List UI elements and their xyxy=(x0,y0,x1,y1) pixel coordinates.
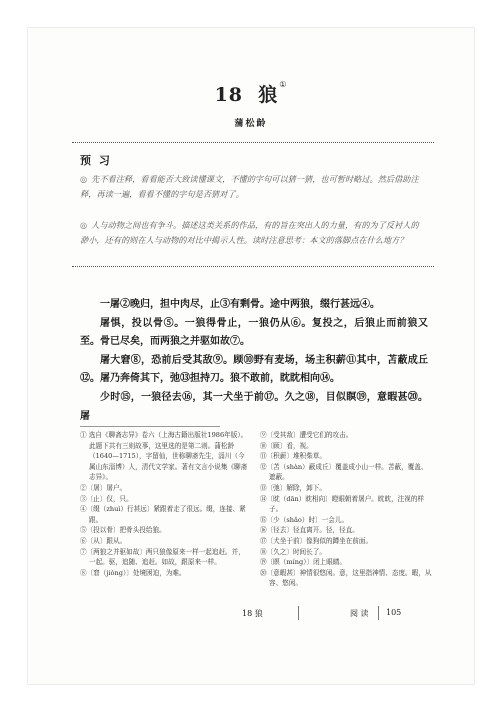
paragraph: 屠惧，投以骨⑤。一狼得骨止，一狼仍从⑥。复投之，后狼止而前狼又至。骨已尽矣，而两狼之并驱如故⑦。 xyxy=(80,317,428,348)
footer-chapter: 18 狼 xyxy=(242,609,263,618)
footnote: ②〔屠〕屠户。 xyxy=(80,483,127,492)
footnote: ⑩〔顾〕看，视。 xyxy=(260,441,313,450)
footnote: ⑤〔投以骨〕把骨头投给狼。 xyxy=(80,526,166,535)
footnote: ⑰〔犬坐于前〕像狗似的蹲坐在前面。 xyxy=(260,536,373,545)
textbook-page xyxy=(28,28,474,684)
notes-separator xyxy=(80,426,220,427)
footnote: ③〔止〕仅，只。 xyxy=(80,494,133,503)
divider-top xyxy=(72,142,434,143)
preview-heading: 预 习 xyxy=(80,154,112,167)
footnote: ⑨〔受其敌〕遭受它们的攻击。 xyxy=(260,431,353,439)
lesson-title xyxy=(28,80,474,107)
notes-left-column xyxy=(80,430,248,578)
footnote: ⑪〔积薪〕堆积柴草。 xyxy=(260,452,326,461)
paragraph: 少时⑮，一狼径去⑯，其一犬坐于前⑰。久之⑱，目似瞑⑲，意暇甚⑳。屠 xyxy=(80,391,428,422)
preview-item xyxy=(80,218,424,247)
footnote: ⑫〔苫（shàn）蔽成丘〕覆盖成小山一样。苫蔽，覆盖、遮蔽。 xyxy=(260,462,428,482)
footnote: ⑥〔从〕跟从。 xyxy=(80,536,127,545)
footer-divider xyxy=(298,606,299,620)
bullet-icon: ◎ xyxy=(80,220,88,230)
footnote: ⑬〔弛〕解除，卸下。 xyxy=(260,483,326,492)
footer-section: 阅 读 xyxy=(350,609,369,618)
author-name: 蒲松龄 xyxy=(234,119,268,129)
bullet-icon: ◎ xyxy=(80,174,88,184)
footnote: ⑱〔久之〕时间长了。 xyxy=(260,547,326,556)
lesson-number: 18 xyxy=(214,84,244,106)
footnote: ① 选自《聊斋志异》卷六（上海古籍出版社1986年版）。此题下共有三则故事，这里选的是第二则。蒲松龄（1640—1715），字留仙，世称聊斋先生，淄川（今属山东淄博）人，清代文学家。著有文言小说集《聊斋志异》。 xyxy=(80,431,248,482)
preview-item-text: 先不看注释，看看能否大致读懂课文，不懂的字句可以猜一猜，也可暂时略过。然后借助注释，再读一遍，看看不懂的字句是否猜对了。 xyxy=(80,174,419,199)
footnote: ⑲〔瞑（míng）〕闭上眼睛。 xyxy=(260,558,347,567)
footnote: ⑮〔少（shǎo）时〕一会儿。 xyxy=(260,515,349,524)
footnote: ⑧〔窘（jiǒng）〕处境困迫，为难。 xyxy=(80,568,186,577)
footnote: ⑭〔眈（dān）眈相向〕瞪眼朝着屠户。眈眈，注视的样子。 xyxy=(260,494,425,514)
lesson-name: 狼 xyxy=(258,84,279,106)
page-number: 105 xyxy=(386,608,402,617)
paragraph: 一屠②晚归，担中肉尽，止③有剩骨。途中两狼，缀行甚远④。 xyxy=(100,299,380,310)
footnote: ⑯〔径去〕径直离开。径，径直。 xyxy=(260,526,359,535)
footer-divider xyxy=(378,606,379,620)
footnote: ④〔缀（zhuì）行甚远〕紧跟着走了很远。缀，连接、紧跟。 xyxy=(80,505,246,524)
preview-item xyxy=(80,172,424,201)
notes-right-column xyxy=(260,430,432,589)
preview-item-text: 人与动物之间也有争斗。描述这类关系的作品，有的旨在突出人的力量，有的为了反衬人的渺小，还有的则在人与动物的对比中揭示人性。读时注意思考：本文的落脚点在什么地方？ xyxy=(80,220,419,245)
main-text xyxy=(80,296,428,426)
paragraph: 屠大窘⑧，恐前后受其敌⑨。顾⑩野有麦场，场主积薪⑪其中，苫蔽成丘⑫。屠乃奔倚其下，弛⑬担持刀。狼不敢前，眈眈相向⑭。 xyxy=(80,354,428,385)
divider-bottom xyxy=(72,266,434,267)
footnote: ⑳〔意暇甚〕神情很悠闲。意，这里指神情、态度。暇，从容、悠闲。 xyxy=(260,568,432,588)
footnote: ⑦〔两狼之并驱如故〕两只狼像原来一样一起追赶。并，一起。驱，追随、追赶。如故，跟原来一样。 xyxy=(80,547,245,567)
title-note-mark: ① xyxy=(279,80,288,89)
